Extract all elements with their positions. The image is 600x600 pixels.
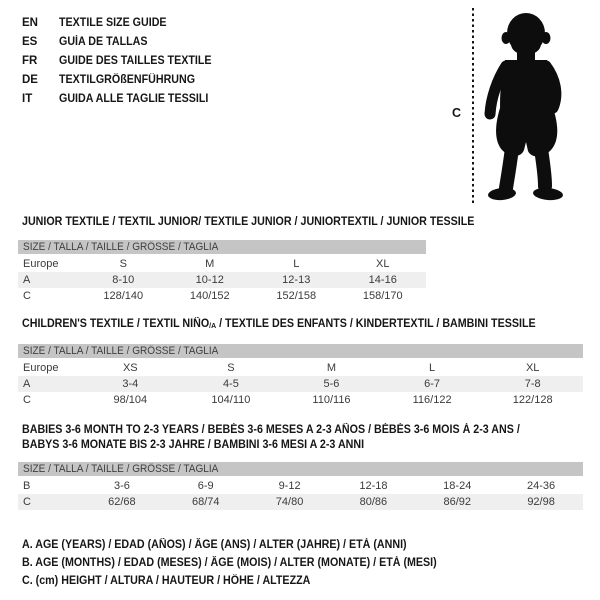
table-row-height [18,288,426,304]
age-cell: 7-8 [524,378,541,390]
title-part-pre: CHILDREN'S TEXTILE / TEXTIL NIÑO [22,318,210,330]
size-cell: S [227,362,235,374]
table-row-height [18,494,583,510]
months-cell: 3-6 [113,480,130,492]
size-cell: XS [122,362,138,374]
row-label: Europe [23,362,59,374]
height-cell: 68/74 [191,496,220,508]
height-cell: 86/92 [443,496,471,508]
size-cell: S [119,258,127,270]
lang-label: GUIDE DES TAILLES TEXTILE [59,54,212,67]
junior-size-table [18,240,426,304]
height-cell: 104/110 [211,394,251,406]
lang-code: DE [22,73,38,86]
legend-line-a-text: A. AGE (YEARS) / EDAD (AÑOS) / ÂGE (ANS) / ALTER (JAHRE) / ETÀ (ANNI) [22,539,407,551]
lang-row-fr [22,51,223,70]
lang-code: IT [22,92,33,105]
row-label: B [23,480,31,492]
height-dotted-line [472,8,474,206]
age-cell: 5-6 [323,378,340,390]
baby-silhouette-image [481,8,571,206]
table-row-height [18,392,583,408]
months-cell: 9-12 [278,480,301,492]
height-cell: 152/158 [276,290,317,302]
section-title-junior [22,216,508,228]
legend-line-b [22,554,468,572]
height-cell: 98/104 [113,394,148,406]
section-title-children [22,318,574,330]
height-cell: 80/86 [359,496,388,508]
title-part-post: / TEXTILE DES ENFANTS / KINDERTEXTIL / BAMBINI TESSILE [216,318,536,330]
age-cell: 12-13 [282,274,311,286]
lang-row-es [22,32,223,51]
legend-line-b-text: B. AGE (MONTHS) / EDAD (MESES) / ÂGE (MOIS) / ALTER (MONATE) / ETÀ (MESI) [22,557,437,569]
months-cell: 18-24 [443,480,472,492]
table-header-bar [18,344,583,358]
table-row-europe [18,256,426,272]
table-header-bar [18,462,583,476]
height-cell: 92/98 [527,496,555,508]
height-cell: 74/80 [275,496,304,508]
height-cell: 140/152 [189,290,230,302]
size-cell: L [293,258,300,270]
age-cell: 14-16 [368,274,397,286]
row-label: A [23,378,31,390]
language-list [22,13,223,108]
table-row-age [18,376,583,392]
babies-size-table [18,462,583,510]
age-cell: 10-12 [195,274,224,286]
height-cell: 158/170 [362,290,403,302]
height-cell: 62/68 [108,496,136,508]
row-label: C [23,290,31,302]
table-row-age [18,272,426,288]
table-header-text: SIZE / TALLA / TAILLE / GRÖSSE / TAGLIA [23,345,219,357]
size-cell: XL [376,258,390,270]
lang-code: ES [22,35,38,48]
legend-line-a [22,536,468,554]
months-cell: 24-36 [527,480,556,492]
size-cell: XL [525,362,540,374]
title-part-sub: /A [209,321,217,330]
lang-row-en [22,13,223,32]
legend-line-c [22,572,468,590]
age-cell: 4-5 [222,378,239,390]
size-cell: L [429,362,436,374]
table-header-text: SIZE / TALLA / TAILLE / GRÖSSE / TAGLIA [23,463,219,475]
table-row-months [18,478,583,494]
size-cell: M [205,258,215,270]
section-title-children-text [22,318,536,330]
legend-line-c-text: C. (cm) HEIGHT / ALTURA / HAUTEUR / HÖHE / ALTEZZA [22,575,311,587]
lang-label: GUIDA ALLE TAGLIE TESSILI [59,92,209,105]
table-header-text: SIZE / TALLA / TAILLE / GRÖSSE / TAGLIA [23,241,219,253]
row-label: A [23,274,31,286]
months-cell: 6-9 [197,480,214,492]
months-cell: 12-18 [359,480,388,492]
height-cell: 128/140 [103,290,144,302]
height-cell: 110/116 [312,394,351,406]
lang-label: TEXTILE SIZE GUIDE [59,16,167,29]
age-cell: 8-10 [112,274,135,286]
age-cell: 3-4 [122,378,139,390]
lang-row-it [22,89,223,108]
age-cell: 6-7 [424,378,441,390]
lang-code: FR [22,54,38,67]
section-title-junior-text: JUNIOR TEXTILE / TEXTIL JUNIOR/ TEXTILE JUNIOR / JUNIORTEXTIL / JUNIOR TESSILE [22,216,475,228]
children-size-table [18,344,583,408]
height-cell: 122/128 [512,394,553,406]
row-label: C [23,394,31,406]
baby-leg-right [541,148,545,186]
height-cell: 116/122 [412,394,452,406]
section-title-babies [22,423,557,453]
section-title-babies-line2: BABYS 3-6 MONATE BIS 2-3 JAHRE / BAMBINI 3-6 MESI A 2-3 ANNI [22,439,365,451]
lang-label: TEXTILGRÖßENFÜHRUNG [59,73,196,86]
section-title-babies-line1: BABIES 3-6 MONTH TO 2-3 YEARS / BEBÉS 3-6 MESES A 2-3 AÑOS / BÉBÉS 3-6 MOIS À 2-3 ANS / [22,424,520,436]
row-label: Europe [23,258,59,270]
height-label-c: C [452,106,462,120]
lang-code: EN [22,16,38,29]
baby-silhouette [488,13,564,201]
measurement-legend [22,536,468,590]
table-row-europe [18,360,583,376]
baby-leg-left [506,148,512,188]
size-cell: M [326,362,337,374]
baby-foot-right [533,187,564,202]
row-label: C [23,496,31,508]
table-header-bar [18,240,426,254]
lang-label: GUÍA DE TALLAS [59,35,148,48]
lang-row-de [22,70,223,89]
